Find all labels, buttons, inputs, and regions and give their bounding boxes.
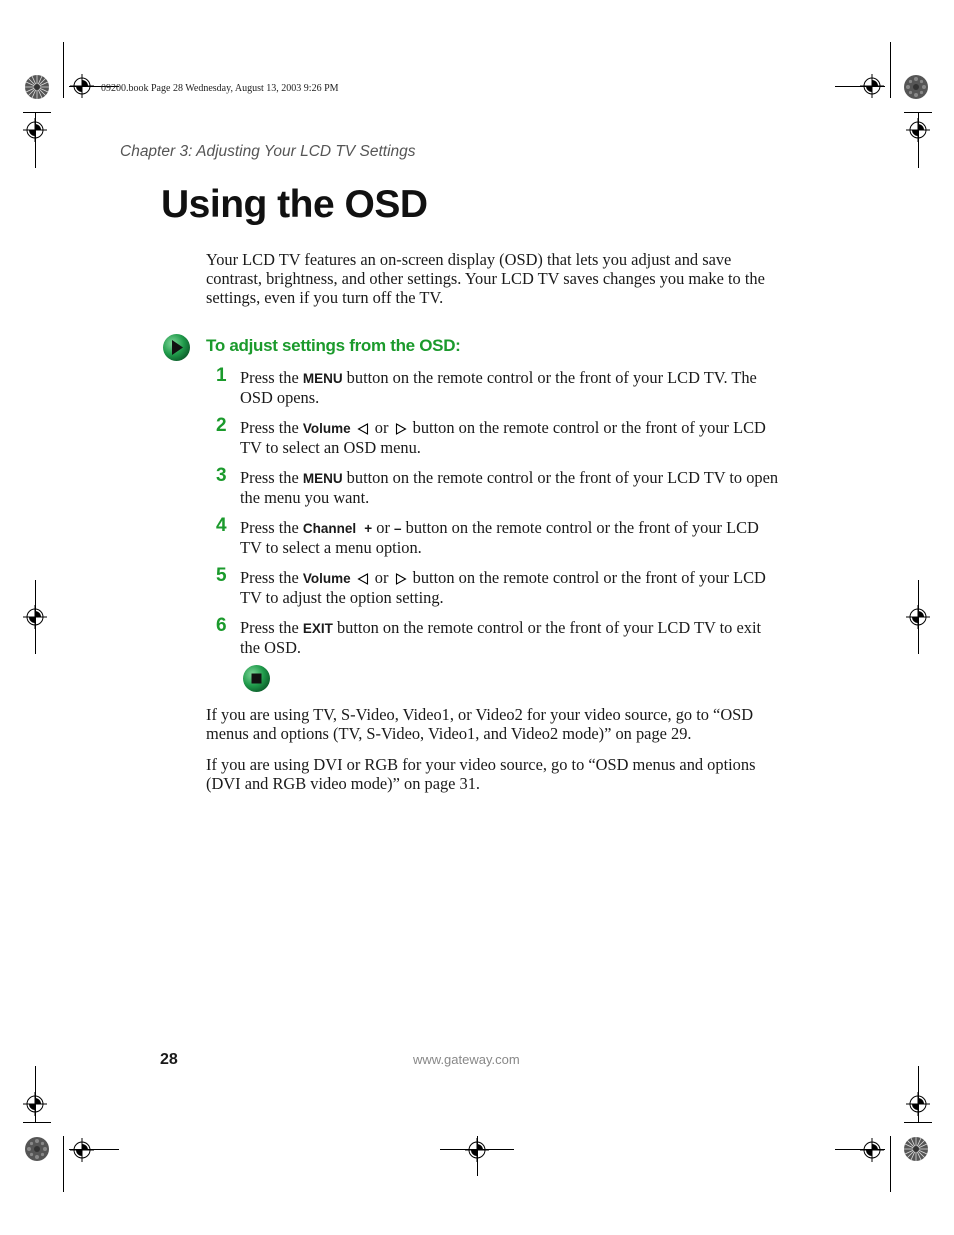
color-rosette-icon [903,1136,929,1162]
page-title: Using the OSD [161,183,428,226]
step-text: Press the MENU button on the remote control or the front of your LCD TV to open the menu you want. [240,468,779,507]
volume-left-icon [357,423,369,435]
step-text: Press the EXIT button on the remote control or the front of your LCD TV to exit the OSD. [240,618,762,657]
step-number: 4 [216,515,227,536]
volume-right-icon [395,423,407,435]
step-text: Press the Volume or button on the remote control or the front of your LCD TV to adjust the option setting. [240,568,766,607]
note-paragraph: If you are using DVI or RGB for your video source, go to “OSD menus and options (DVI and RGB video mode)” on page 31. [206,755,756,793]
registration-mark-icon [906,1092,930,1116]
registration-mark-icon [23,605,47,629]
registration-mark-icon [70,74,94,98]
procedure-arrow-icon [162,333,191,362]
crop-mark [63,42,64,98]
step-number: 3 [216,465,227,486]
step-number: 2 [216,415,227,436]
channel-key-label: Channel [302,521,357,536]
intro-paragraph: Your LCD TV features an on-screen display (OSD) that lets you adjust and save contrast, brightness, and other settings. Your LCD TV saves changes you make to the settings, even if you turn off the TV. [206,250,765,307]
volume-right-icon [395,573,407,585]
volume-left-icon [357,573,369,585]
step-number: 5 [216,565,227,586]
crop-mark [890,1136,891,1192]
note-paragraph: If you are using TV, S-Video, Video1, or Video2 for your video source, go to “OSD menus and options (TV, S-Video, Video1, and Video2 mode)” on page 29. [206,705,754,743]
registration-mark-icon [465,1138,489,1162]
exit-key-label: EXIT [302,621,333,636]
footer-url: www.gateway.com [413,1052,520,1067]
registration-mark-icon [70,1138,94,1162]
color-rosette-icon [903,74,929,100]
registration-mark-icon [23,118,47,142]
crop-mark [63,1136,64,1192]
step-text: Press the Channel + or – button on the remote control or the front of your LCD TV to select a menu option. [240,518,759,557]
volume-key-label: Volume [302,571,351,586]
crop-mark [890,42,891,98]
registration-mark-icon [860,74,884,98]
procedure-heading: To adjust settings from the OSD: [206,336,461,355]
volume-key-label: Volume [302,421,351,436]
color-rosette-icon [24,1136,50,1162]
print-slug: 09200.book Page 28 Wednesday, August 13, 2003 9:26 PM [101,83,339,94]
step-text: Press the Volume or button on the remote control or the front of your LCD TV to select an OSD menu. [240,418,766,457]
registration-mark-icon [860,1138,884,1162]
procedure-end-icon [242,664,271,693]
registration-mark-icon [906,118,930,142]
color-rosette-icon [24,74,50,100]
crop-mark [23,112,51,113]
channel-plus-label: + [364,521,373,536]
page-number: 28 [160,1051,178,1068]
step-number: 6 [216,615,227,636]
menu-key-label: MENU [302,371,343,386]
channel-minus-label: – [394,521,402,536]
step-text: Press the MENU button on the remote control or the front of your LCD TV. The OSD opens. [240,368,757,407]
step-number: 1 [216,365,227,386]
registration-mark-icon [906,605,930,629]
chapter-header: Chapter 3: Adjusting Your LCD TV Settings [120,143,416,160]
crop-mark [23,1122,51,1123]
crop-mark [904,112,932,113]
registration-mark-icon [23,1092,47,1116]
crop-mark [904,1122,932,1123]
menu-key-label: MENU [302,471,343,486]
